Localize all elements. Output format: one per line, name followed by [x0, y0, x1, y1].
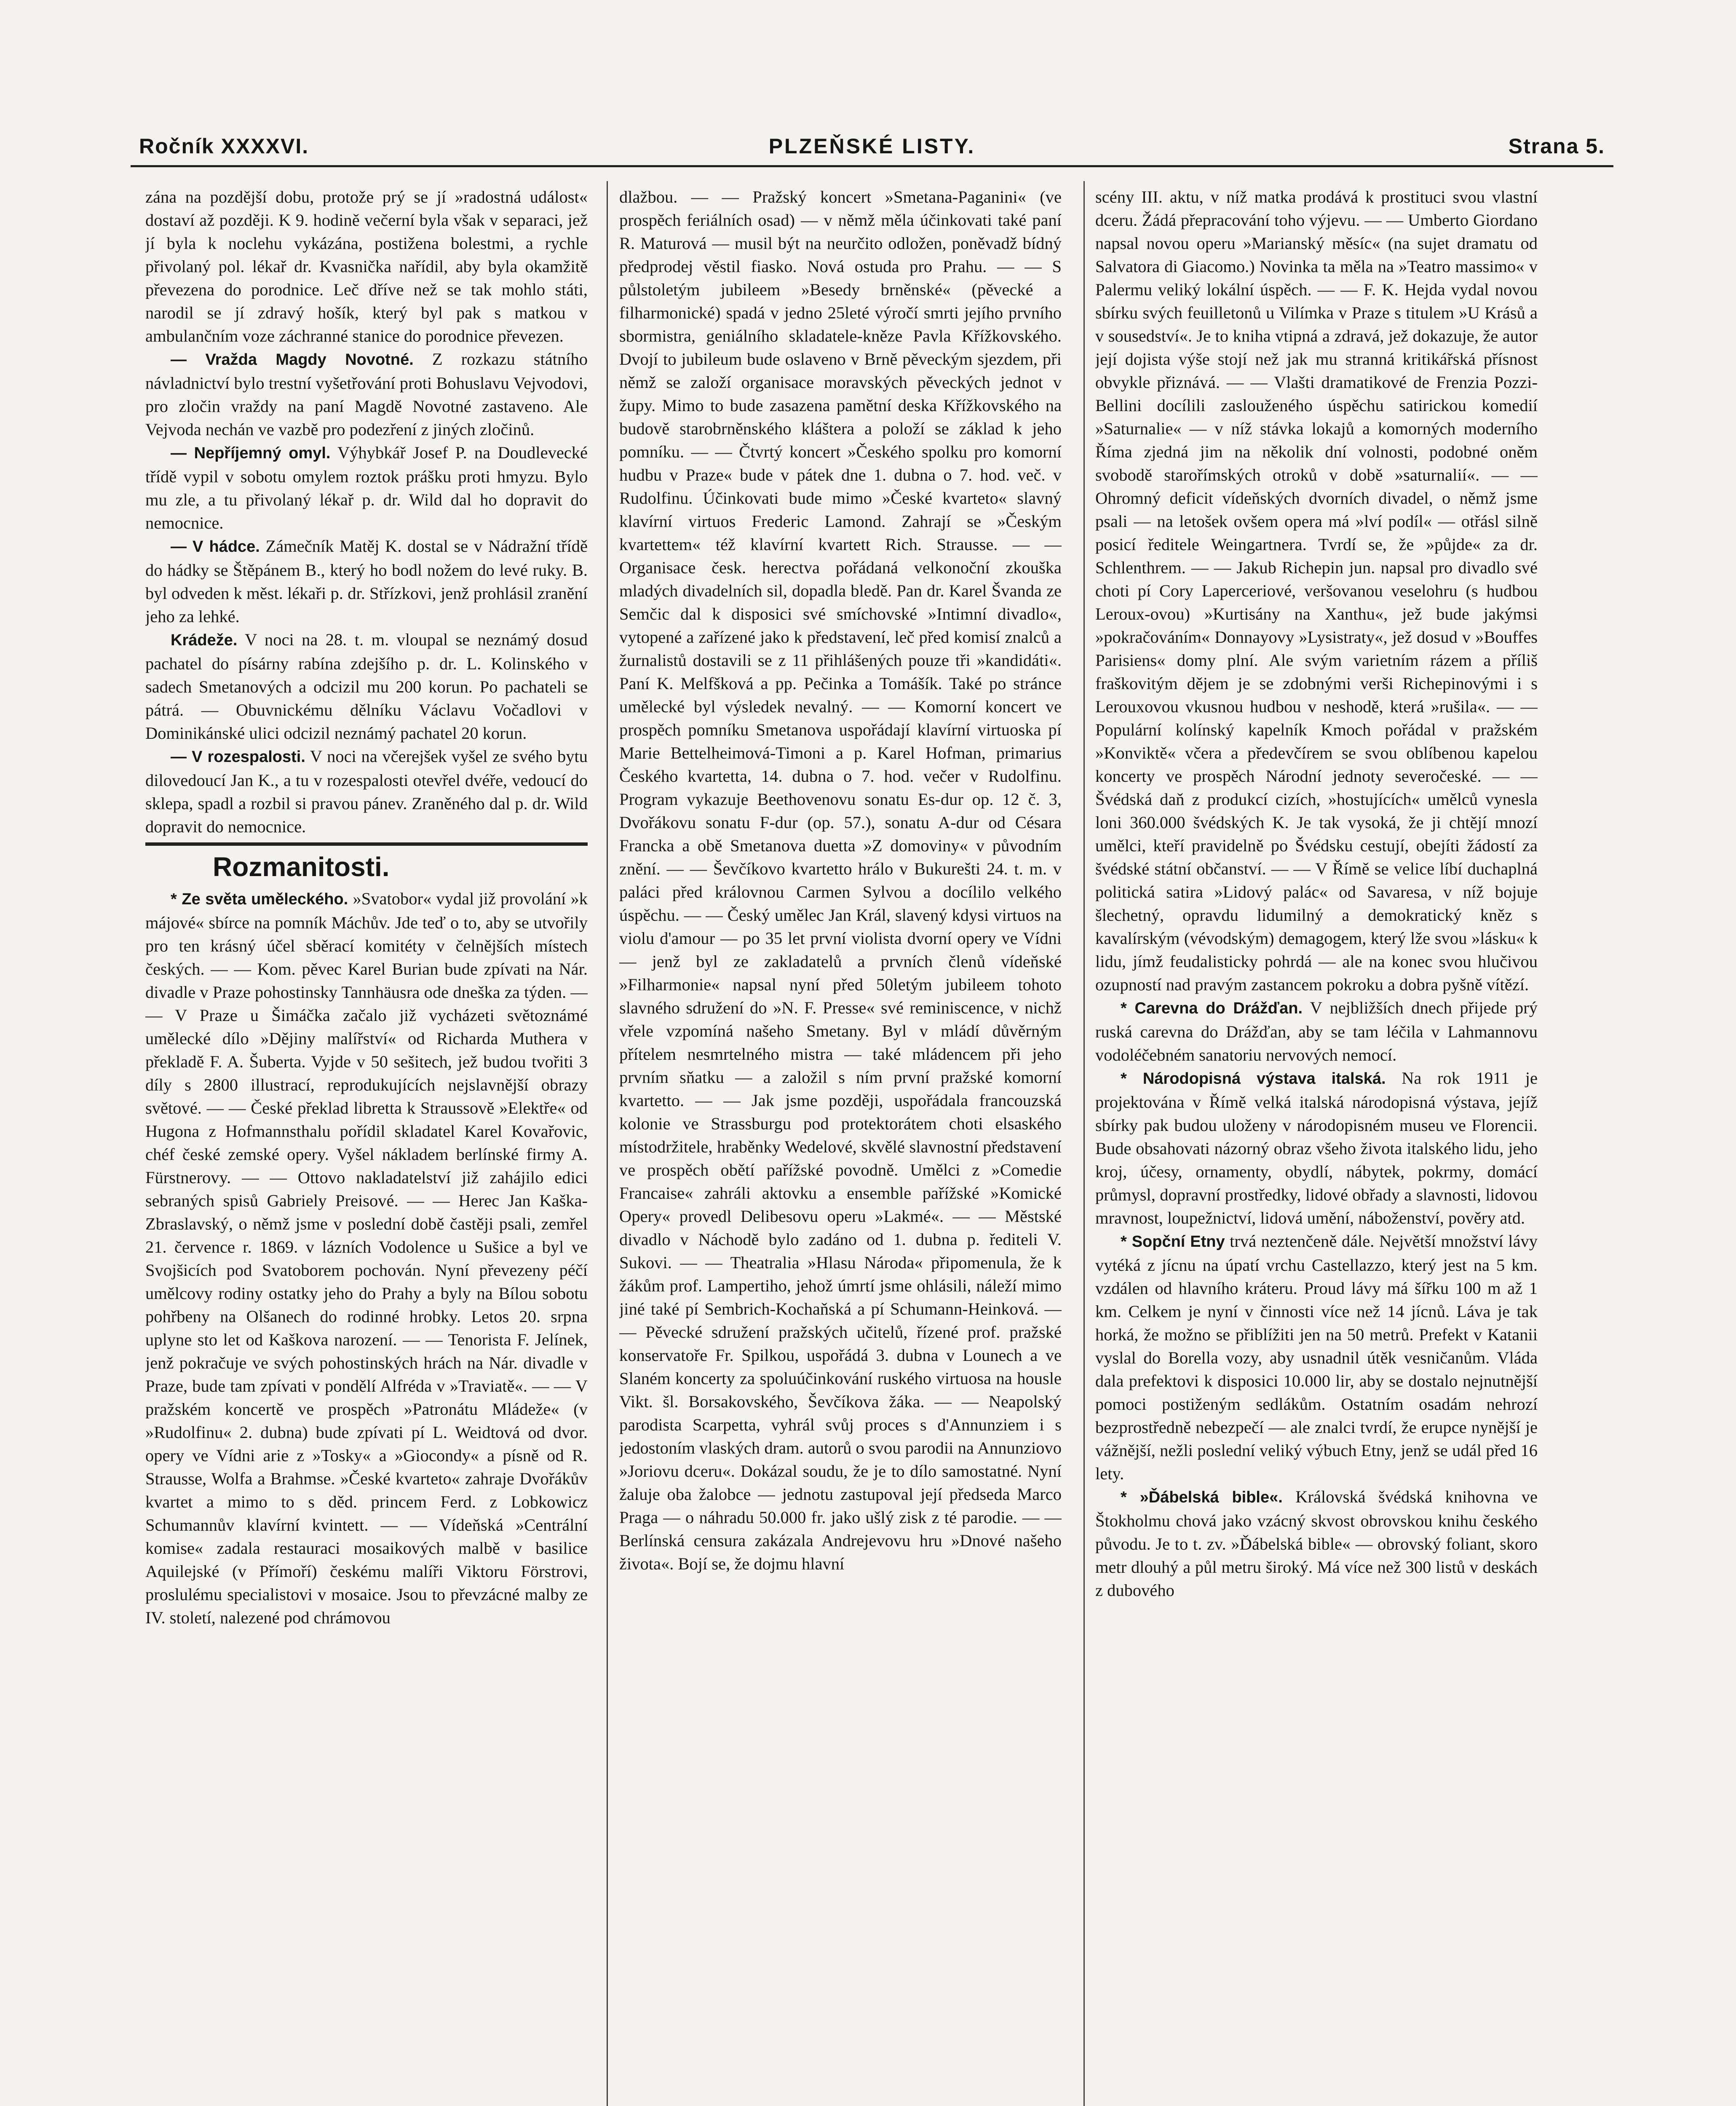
news-headline: * Národopisná výstava italská.: [1121, 1070, 1386, 1088]
masthead-title: PLZEŇSKÉ LISTY.: [768, 134, 976, 158]
page-number: Strana 5.: [1508, 134, 1605, 158]
section-title: Rozmanitosti.: [213, 852, 390, 882]
news-body: trvá neztenčeně dále. Největší množství lávy vytéká z jícnu na úpatí vrchu Castellazzo, který jest na 5 km. vzdálen od hlavního kráteru. Proud lávy má šířku 100 m až 1 km. Celkem je nyní v činnosti více než 14 jícnů. Láva je tak horká, že možno se přiblížiti jen na 50 metrů. Prefekt v Katanii vyslal do Borella vozy, aby usnadnil útěk vesničanům. Vláda dala prefektovi k disposici 10.000 lir, aby se dostalo nejnutnější pomoci postiženým sedlákům. Ostatním osadám nehrozí bezprostředně nebezpečí — ale znalci tvrdí, že erupce nynější je vážnější, nežli poslední veliký výbuch Etny, jenž se udál před 16 lety.: [1095, 1232, 1538, 1483]
news-body: Na rok 1911 je projektována v Římě velká italská národopisná výstava, jejíž sbírky pak budou uloženy v národopisném museu ve Florencii. Bude obsahovati názorný obraz všeho života italského lidu, jeho kroj, účesy, ornamenty, obydlí, nábytek, pokrmy, domácí průmysl, dopravní prostředky, lidové obřady a slavnosti, lidovou mravnost, loupežnictví, lidová umění, náboženství, pověry atd.: [1095, 1069, 1538, 1227]
news-item: [1095, 1485, 1538, 1602]
news-item: [145, 441, 588, 535]
column-2: [619, 185, 1062, 2106]
article-paragraph: dlažbou. — — Pražský koncert »Smetana-Paganini« (ve prospěch feriálních osad) — v němž měla účinkovati také paní R. Maturová — musil být na neurčito odložen, poněvadž bídný předprodej věstil fiasko. Nová ostuda pro Prahu. — — S půlstoletým jubileem »Besedy brněnské« (pěvecké a filharmonické) spadá v jedno 25leté výročí smrti jejího prvního sbormistra, geniálního skladatele-kněze Pavla Křížkovského. Dvojí to jubileum bude oslaveno v Brně pěveckým sjezdem, při němž se založí organisace moravských pěveckých jednot v župy. Mimo to bude zasazena pamětní deska Křížkovského na budově starobrněnského kláštera a položí se základ k jeho pomníku. — — Čtvrtý koncert »Českého spolku pro komorní hudbu v Praze« bude v pátek dne 1. dubna o 7. hod. več. v Rudolfinu. Účinkovati bude mimo »České kvarteto« slavný klavírní virtuos Frederic Lamond. Zahrají se »Českým kvartettem« též klavírní kvartett Rich. Strausse. — — Organisace česk. herectva pořádaná velkonoční zkouška mladých divadelních sil, dopadla bledě. Pan dr. Karel Švanda ze Semčic dal k disposici své smíchovské »Intimní divadlo«, vytopené a zařízené jako k představení, leč před komisí znalců a žurnalistů dostavili se z 11 přihlášených pouze tři »kandidáti«. Paní K. Melfšková a pp. Pečinka a Tomášík. Také po stránce umělecké byl výsledek nevalný. — — Komorní koncert ve prospěch pomníku Smetanova uspořádají klavírní virtuoska pí Marie Bettelheimová-Timoni a p. Karel Hofman, primarius Českého kvartetta, 14. dubna o 7. hod. večer v Rudolfinu. Program vykazuje Beethovenovu sonatu Es-dur op. 12 č. 3, Dvořákovu sonatu F-dur (op. 57.), sonatu A-dur od Césara Francka a obě Smetanova duetta »Z domoviny« v původním znění. — — Ševčíkovo kvartetto hrálo v Bukurešti 24. t. m. v paláci před královnou Carmen Sylvou a docílilo velkého úspěchu. — — Český umělec Jan Král, slavený kdysi virtuos na violu d'amour — po 35 let první violista dvorní opery ve Vídni — jenž byl ze zakladatelů a prvních členů vídeňské »Filharmonie« napsal nyní před 50letým jubileem tohoto slavného sdružení do »N. F. Presse« své reminiscence, v nichž vřele vzpomíná našeho Smetany. Byl v mládí důvěrným přítelem nesmrtelného mistra — také mládencem při jeho prvním sňatku — a založil s ním první pražské komorní kvartetto. — — Jak jsme později, uspořádala francouzská kolonie ve Strassburgu pod protektorátem choti elsaského místodržitele, hraběnky Wedelové, skvělé slavnostní představení ve prospěch obětí pařížské povodně. Umělci z »Comedie Francaise« zahráli aktovku a ensemble pařížské »Komické Opery« provedl Delibesovu operu »Lakmé«. — — Městské divadlo v Náchodě bylo zadáno od 1. dubna p. řediteli V. Sukovi. — — Theatralia »Hlasu Národa« připomenula, že k žákům prof. Lampertiho, jehož úmrtí jsme ohlásili, náleží mimo jiné také pí Sembrich-Kochaňská a pí Schumann-Heinková. — — Pěvecké sdružení pražských učitelů, řízené prof. pražské konservatoře Fr. Spilkou, uspořádá 3. dubna v Lounech a ve Slaném koncerty za spoluúčinkování ruského virtuosa na housle Vikt. šl. Borsakovského, Ševčíkova žáka. — — Neapolský parodista Scarpetta, vyhrál svůj proces s d'Annunziem i s jedostoním vlaských dram. autorů o svou parodii na Annunziovo »Joriovu dceru«. Dokázal soudu, že je to dílo samostatné. Nyní žaluje oba žalobce — jednotu zastupoval její předseda Marco Praga — o náhradu 50.000 fr. jako ušlý zisk z té parodie. — — Berlínská censura zakázala Andrejevovu hru »Dnové našeho života«. Bojí se, že dojmu hlavní: [619, 187, 1062, 1573]
news-body: Z rozkazu státního návladnictví bylo trestní vyšetřování proti Bohuslavu Vejvodovi, pro zločin vraždy na paní Magdě Novotné zastaveno. Ale Vejvoda nechán ve vazbě pro podezření z jiných zločinů.: [145, 350, 588, 439]
news-headline: * Carevna do Drážďan.: [1121, 1000, 1303, 1017]
news-body: Zámečník Matěj K. dostal se v Nádražní třídě do hádky se Štěpánem B., který ho bodl nožem do levé ruky. B. byl odveden k měst. lékaři p. dr. Střízkovi, jenž prohlásil zranění jeho za lehké.: [145, 537, 588, 626]
news-item: [1095, 996, 1538, 1066]
column-divider: [1083, 181, 1085, 2106]
news-body: Výhybkář Josef P. na Doudlevecké třídě vypil v sobotu omylem roztok prášku proti hmyzu. Bylo mu zle, a tu přivolaný lékař p. dr. Wild dal ho dopravit do nemocnice.: [145, 443, 588, 532]
news-body: »Svatobor« vydal již provolání »k májové« sbírce na pomník Máchův. Jde teď o to, aby se utvořily pro ten krásný účel sběrací komitéty v čelnějších místech českých. — — Kom. pěvec Karel Burian bude zpívati na Nár. divadle v Praze pohostinsky Tannhäusra ode dneška za týden. — — V Praze u Šimáčka začalo již vycházeti světoznámé umělecké dílo »Dějiny malířství« od Richarda Muthera v překladě F. A. Šuberta. Vyjde v 50 sešitech, jež budou tvořiti 3 díly s 2800 illustrací, reprodukujících nejslavnější obrazy světové. — — České překlad libretta k Straussově »Elektře« od Hugona z Hofmannsthalu pořídil skladatel Karel Kovařovic, chéf české zemské opery. Vyšel nákladem berlínské firmy A. Fürstnerovy. — — Ottovo nakladatelství již zahájilo edici sebraných spisů Gabriely Preisové. — — Herec Jan Kaška-Zbraslavský, o němž jsme v poslední době častěji psali, zemřel 21. července r. 1869. v lázních Vodolence u Sušice a byl ve Svojšicích pod Svatoborem pochován. Nyní převezeny péčí umělcovy rodiny ostatky jeho do Prahy a byly na Bílou sobotu pohřbeny na Olšanech do rodinné hrobky. Letos 20. srpna uplyne sto let od Kaškova narození. — — Tenorista F. Jelínek, jenž pokračuje ve svých pohostinských hrách na Nár. divadle v Praze, bude tam zpívati v pondělí Alfréda v »Traviatě«. — — V pražském koncertě ve prospěch »Patronátu Mládeže« (v »Rudolfinu« 2. dubna) bude zpívati pí L. Weidtová od dvor. opery ve Vídni arie z »Tosky« a »Giocondy« a písně od R. Strausse, Wolfa a Brahmse. »České kvarteto« zahraje Dvořákův kvartet a mimo to s děd. princem Ferd. z Lobkowicz Schumannův klavírní kvintett. — — Vídeňská »Centrální komise« zadala restauraci mosaikových malbě v basilice Aquilejské (v Přímoří) českému malíři Viktoru Förstrovi, proslulému specialistovi v mosaice. Jsou to převzácné malby ze IV. století, nalezené pod chrámovou: [145, 889, 588, 1627]
news-body: V noci na 28. t. m. vloupal se neznámý dosud pachatel do písárny rabína zdejšího p. dr. L. Kolinského v sadech Smetanových a odcizil mu 200 korun. Po pachateli se pátrá. — Obuvnickému dělníku Václavu Vočadlovi v Dominikánské ulici odcizil neznámý pachatel 20 korun.: [145, 630, 588, 743]
news-item: [145, 745, 588, 838]
news-headline: Krádeže.: [171, 631, 238, 649]
volume-label: Ročník XXXXVI.: [139, 134, 309, 158]
news-headline: * Sopční Etny: [1121, 1233, 1225, 1251]
news-headline: * Ze světa uměleckého.: [171, 890, 348, 908]
news-item: [145, 887, 588, 1629]
news-body: Královská švédská knihovna ve Štokholmu chová jako vzácný skvost obrovskou knihu českého původu. Je to t. zv. »Ďábelská bible« — obrovský foliant, skoro metr dlouhý a půl metru široký. Má více než 300 listů v deskách z dubového: [1095, 1487, 1538, 1600]
news-item: [145, 347, 588, 441]
article-paragraph: zána na pozdější dobu, protože prý se jí »radostná událost« dostaví až později. K 9. hodině večerní byla však v separaci, jež jí byla k noclehu vykázána, postižena bolestmi, a rychle přivolaný pol. lékař dr. Kvasnička nařídil, aby byla okamžitě převezena do porodnice. Leč dříve než se tak mohlo státi, narodil se jí zdravý hošík, který byl pak s matkou v ambulančním voze záchranné stanice do porodnice převezen.: [145, 187, 588, 345]
news-body: V noci na včerejšek vyšel ze svého bytu dilovedoucí Jan K., a tu v rozespalosti otevřel dvéře, vedoucí do sklepa, spadl a rozbil si pravou pánev. Zraněného dal p. dr. Wild dopravit do nemocnice.: [145, 747, 588, 836]
news-item: [1095, 1229, 1538, 1485]
header-rule: [131, 165, 1613, 167]
news-headline: — V hádce.: [171, 538, 260, 556]
news-body: V nejbližších dnech přijede prý ruská carevna do Drážďan, aby se tam léčila v Lahmannovu vodoléčebném sanatoriu nervových nemocí.: [1095, 998, 1538, 1064]
news-headline: — Vražda Magdy Novotné.: [171, 351, 414, 369]
column-3: [1095, 185, 1538, 2106]
news-headline: — Nepříjemný omyl.: [171, 444, 331, 462]
page-header: [139, 134, 1605, 168]
news-item: [145, 535, 588, 628]
column-divider: [607, 181, 608, 2106]
column-1: [145, 185, 588, 2106]
news-headline: * »Ďábelská bible«.: [1121, 1489, 1283, 1506]
article-paragraph: scény III. aktu, v níž matka prodává k prostituci svou vlastní dceru. Žádá přepracování toho výjevu. — — Umberto Giordano napsal novou operu »Marianský měsíc« (na sujet dramatu od Salvatora di Giacomo.) Novinka ta měla na »Teatro massimo« v Palermu veliký lokální úspěch. — — F. K. Hejda vydal novou sbírku svých feuilletonů u Vilímka v Praze s titulem »U Krásů a v sousedství«. Je to kniha vtipná a zdravá, jež dokazuje, že autor její dojista výše stojí než jak mu stranná kritikářská přísnost obvykle přiznává. — — Vlašti dramatikové de Frenzia Pozzi-Bellini docílili zaslouženého úspěchu satirickou komedií »Saturnalie« — v níž stávka lokajů a komorných moderního Říma zjedná jim na několik dní volnosti, podobné oněm svobodě starořímských otroků v době »saturnalií«. — — Ohromný deficit vídeňských dvorních divadel, o němž jsme psali — na letošek ovšem opera má »lví podíl« — otřásl silně posicí ředitele Weingartnera. Tvrdí se, že »půjde« za dr. Schlenthrem. — — Jakub Richepin jun. napsal pro divadlo své choti pí Cory Laperceriové, veršovanou veselohru (s hudbou Leroux-ovou) »Kurtisány na Xanthu«, jež bude jakýmsi »pokračováním« Donnayovy »Lysistraty«, jež dosud v »Bouffes Parisiens« domy plní. Ale svým varietním rázem a příliš fraškovitým dějem je se zdobnými verši Richepinovými i s Lerouxovou vkusnou hudbou v neshodě, která »rušila«. — — Populární kolínský kapelník Kmoch pořádal v pražském »Konviktě« včera a předevčírem se svou oblíbenou kapelou koncerty ve prospěch Národní jednoty severočeské. — — Švédská daň z produkcí cizích, »hostujících« umělců vynesla loni 360.000 švédských K. Je tak vysoká, že ji chtějí mnozí umělci, kteří pravidelně po Švédsku cestují, obejíti žádostí za švédské státní občanství. — — V Římě se velice líbí duchaplná politická satira »Lidový palác« od Savaresa, v níž bojuje šlechetný, opravdu lidumilný a demokratický kněz s kavalírským (vévodským) demagogem, který lže svou »lásku« k lidu, jímž feudalisticky pohrdá — ale na konec svou hlučivou ozupností nad pravým zastancem pokroku a dobra pyšně vítězí.: [1095, 187, 1538, 994]
news-item: [1095, 1066, 1538, 1229]
news-headline: — V rozespalosti.: [171, 748, 305, 766]
news-item: [145, 628, 588, 745]
section-rule: [145, 842, 588, 846]
